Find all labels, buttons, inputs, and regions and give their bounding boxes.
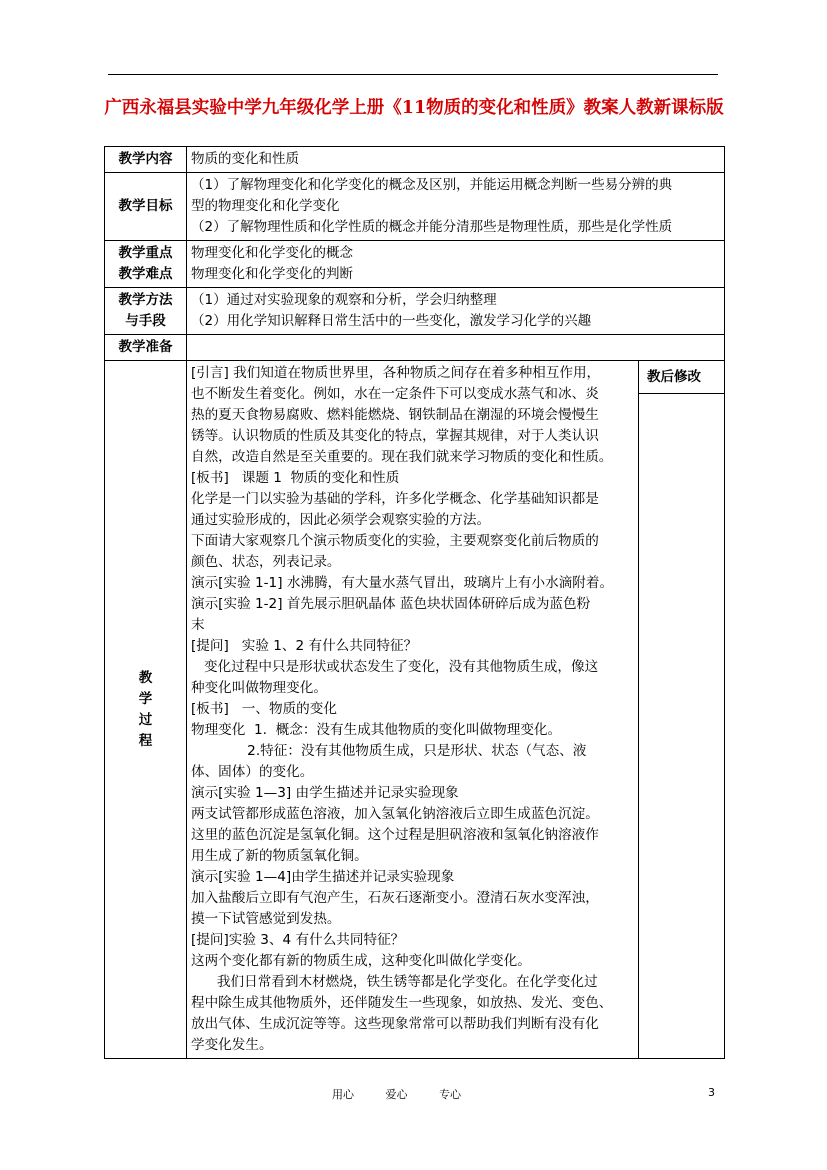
row-key-points — [105, 241, 725, 288]
row-content — [105, 147, 725, 173]
process-line: 放出气体、生成沉淀等等。这些现象常常可以帮助我们判断有没有化 — [191, 1016, 599, 1032]
process-line: [提问] 实验 1、2 有什么共同特征？ — [191, 638, 418, 654]
header-rule — [108, 74, 718, 75]
key-points-value — [187, 241, 725, 288]
process-line: 种变化叫做物理变化。 — [191, 680, 327, 696]
process-line: 演示[实验 1—4]由学生描述并记录实验现象 — [191, 869, 455, 885]
row-goal — [105, 173, 725, 241]
process-line: 用生成了新的物质氢氧化铜。 — [191, 848, 368, 864]
process-line: 下面请大家观察几个演示物质变化的实验，主要观察变化前后物质的 — [191, 533, 599, 549]
goal-line: （1）了解物理变化和化学变化的概念及区别，并能运用概念判断一些易分辨的典 — [191, 177, 673, 193]
difficulty-line: 物理变化和化学变化的判断 — [191, 266, 353, 282]
lesson-plan-table — [104, 146, 725, 1059]
process-label-char: 过 — [138, 711, 153, 728]
process-line: [引言] 我们知道在物质世界里，各种物质之间存在着多种相互作用， — [191, 365, 601, 381]
process-line: 演示[实验 1-2] 首先展示胆矾晶体 蓝色块状固体研碎后成为蓝色粉 — [191, 596, 591, 612]
revise-label: 教后修改 — [639, 361, 724, 394]
label-difficulty: 教学难点 — [118, 266, 173, 282]
process-line: 物理变化 1. 概念：没有生成其他物质的变化叫做物理变化。 — [191, 722, 562, 738]
process-label-char: 学 — [138, 690, 153, 707]
process-line: 颜色、状态，列表记录。 — [191, 554, 341, 570]
label-content: 教学内容 — [105, 147, 187, 173]
label-process — [105, 361, 187, 1059]
method-line: （2）用化学知识解释日常生活中的一些变化，激发学习化学的兴趣 — [191, 313, 592, 329]
process-line: 通过实验形成的，因此必须学会观察实验的方法。 — [191, 512, 491, 528]
footer-item: 专心 — [439, 1088, 461, 1101]
process-line: 自然，改造自然是至关重要的。现在我们就来学习物质的变化和性质。 — [191, 449, 613, 465]
row-method — [105, 288, 725, 335]
process-line: 变化过程中只是形状或状态发生了变化，没有其他物质生成，像这 — [191, 659, 599, 675]
process-line: 热的夏天食物易腐败、燃料能燃烧、钢铁制品在潮湿的环境会慢慢生 — [191, 407, 599, 423]
process-label-char: 教 — [138, 669, 153, 686]
process-line: 锈等。认识物质的性质及其变化的特点，掌握其规律，对于人类认识 — [191, 428, 599, 444]
process-line: 2.特征：没有其他物质生成，只是形状、状态（气态、液 — [191, 743, 587, 759]
process-line: [提问]实验 3、4 有什么共同特征？ — [191, 932, 405, 948]
process-line: 我们日常看到木材燃烧，铁生锈等都是化学变化。在化学变化过 — [191, 974, 598, 990]
footer-item: 用心 — [332, 1088, 354, 1101]
footer-motto — [332, 1086, 489, 1102]
page-number: 3 — [708, 1086, 715, 1099]
revise-cell — [639, 361, 725, 1059]
goal-line: 型的物理变化和化学变化 — [191, 198, 340, 214]
process-line: 体、固体）的变化。 — [191, 764, 314, 780]
label-key-points — [105, 241, 187, 288]
process-line: 这里的蓝色沉淀是氢氧化铜。这个过程是胆矾溶液和氢氧化钠溶液作 — [191, 827, 599, 843]
row-prep — [105, 335, 725, 361]
label-method-1: 教学方法 — [118, 292, 173, 308]
content-value: 物质的变化和性质 — [187, 147, 725, 173]
process-line: 演示[实验 1—3] 由学生描述并记录实验现象 — [191, 785, 459, 801]
process-label — [109, 668, 182, 752]
process-line: 演示[实验 1-1] 水沸腾，有大量水蒸气冒出，玻璃片上有小水滴附着。 — [191, 575, 614, 591]
label-prep: 教学准备 — [105, 335, 187, 361]
process-line: 末 — [191, 617, 205, 633]
process-line: 加入盐酸后立即有气泡产生，石灰石逐渐变小。澄清石灰水变浑浊， — [191, 890, 599, 906]
method-value — [187, 288, 725, 335]
process-line: 这两个变化都有新的物质生成，这种变化叫做化学变化。 — [191, 953, 531, 969]
row-process — [105, 361, 725, 1059]
process-line: [板书] 一、物质的变化 — [191, 701, 337, 717]
process-line: 程中除生成其他物质外，还伴随发生一些现象，如放热、发光、变色、 — [191, 995, 613, 1011]
process-line: 学变化发生。 — [191, 1037, 273, 1053]
process-line: 两支试管都形成蓝色溶液，加入氢氧化钠溶液后立即生成蓝色沉淀。 — [191, 806, 599, 822]
process-line: 也不断发生着变化。例如，水在一定条件下可以变成水蒸气和冰、炎 — [191, 386, 599, 402]
key-line: 物理变化和化学变化的概念 — [191, 245, 353, 261]
document-title: 广西永福县实验中学九年级化学上册《11物质的变化和性质》教案人教新课标版 — [104, 98, 724, 118]
prep-value — [187, 335, 725, 361]
goal-line: （2）了解物理性质和化学性质的概念并能分清那些是物理性质，那些是化学性质 — [191, 219, 673, 235]
process-text — [187, 361, 639, 1059]
process-line: [板书] 课题 1 物质的变化和性质 — [191, 470, 400, 486]
label-method-2: 与手段 — [125, 313, 166, 329]
process-line: 化学是一门以实验为基础的学科，许多化学概念、化学基础知识都是 — [191, 491, 599, 507]
method-line: （1）通过对实验现象的观察和分析，学会归纳整理 — [191, 292, 497, 308]
process-label-char: 程 — [138, 732, 153, 749]
process-line: 摸一下试管感觉到发热。 — [191, 911, 341, 927]
footer-item: 爱心 — [385, 1088, 408, 1101]
goal-value — [187, 173, 725, 241]
label-key: 教学重点 — [118, 245, 173, 261]
label-method — [105, 288, 187, 335]
label-goal: 教学目标 — [105, 173, 187, 241]
